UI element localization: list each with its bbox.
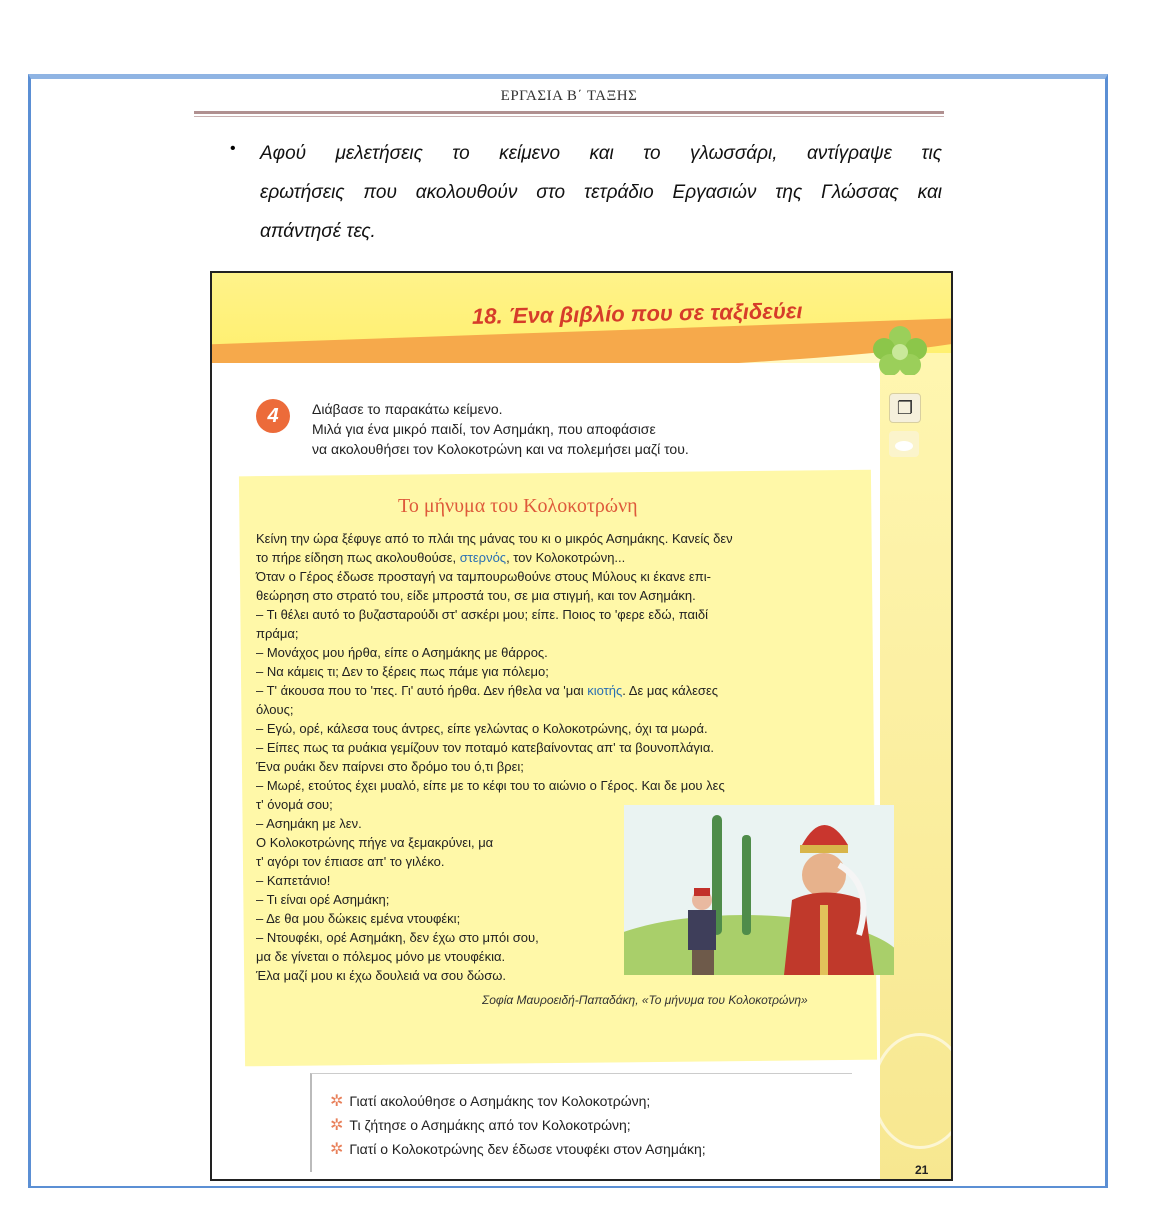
story-line: – Μωρέ, ετούτος έχει μυαλό, είπε με το κέφι του το αιώνιο ο Γέρος. Και δε μου λες	[256, 778, 725, 793]
story-line: Ένα ρυάκι δεν παίρνει στο δρόμο του ό,τι βρει;	[256, 759, 524, 774]
story-line: πράμα;	[256, 626, 299, 641]
textbook-page-image	[210, 271, 953, 1181]
story-line: θεώρηση στο στρατό του, είδε μπροστά του, σε μια στιγμή, και τον Ασημάκη.	[256, 588, 696, 603]
story-line: τ' αγόρι τον έπιασε απ' το γιλέκο.	[256, 854, 445, 869]
star-bullet-icon: ✲	[330, 1117, 344, 1134]
exercise-number-badge: 4	[256, 399, 290, 433]
intro-line: να ακολουθήσει τον Κολοκοτρώνη και να πολεμήσει μαζί του.	[312, 441, 689, 457]
story-line: Κείνη την ώρα ξέφυγε από το πλάι της μάνας του κι ο μικρός Ασημάκης. Κανείς δεν	[256, 531, 733, 546]
story-line: – Εγώ, ορέ, κάλεσα τους άντρες, είπε γελώντας ο Κολοκοτρώνης, όχι τα μωρά.	[256, 721, 708, 736]
story-line: όλους;	[256, 702, 294, 717]
story-line: Ο Κολοκοτρώνης πήγε να ξεμακρύνει, μα	[256, 835, 494, 850]
story-line: – Μονάχος μου ήρθα, είπε ο Ασημάκης με θάρρος.	[256, 645, 548, 660]
question-item	[330, 1115, 631, 1135]
notebook-icon: ❐	[889, 393, 921, 423]
story-line: – Τι θέλει αυτό το βυζασταρούδι στ' ασκέρι μου; είπε. Ποιος το 'φερε εδώ, παιδί	[256, 607, 709, 622]
question-text: Γιατί ακολούθησε ο Ασημάκης τον Κολοκοτρώνη;	[349, 1093, 651, 1109]
flower-icon	[870, 325, 930, 375]
story-line: – Καπετάνιο!	[256, 873, 331, 888]
bullet-icon: •	[230, 140, 236, 157]
instruction-paragraph	[260, 134, 942, 251]
header-divider-thin	[194, 116, 944, 117]
story-line: Έλα μαζί μου κι έχω δουλειά να σου δώσω.	[256, 968, 506, 983]
story-line: – Ντουφέκι, ορέ Ασημάκη, δεν έχω στο μπόι σου,	[256, 930, 539, 945]
star-bullet-icon: ✲	[330, 1093, 344, 1110]
exercise-intro	[312, 399, 689, 459]
question-item	[330, 1139, 706, 1159]
story-line: – Δε θα μου δώκεις εμένα ντουφέκι;	[256, 911, 461, 926]
story-author: Σοφία Μαυροειδή-Παπαδάκη, «Το μήνυμα του Κολοκοτρώνη»	[482, 993, 808, 1007]
kolokotronis-illustration	[624, 805, 894, 975]
star-bullet-icon: ✲	[330, 1141, 344, 1158]
story-title: Το μήνυμα του Κολοκοτρώνη	[398, 495, 638, 517]
bubble-shape	[895, 441, 913, 451]
instruction-line: Αφού μελετήσεις το κείμενο και το γλωσσάρι, αντίγραψε τις	[260, 143, 942, 164]
story-line: – Τ' άκουσα που το 'πες. Γι' αυτό ήρθα. Δεν ήθελα να 'μαι κιοτής. Δε μας κάλεσες	[256, 683, 719, 698]
lesson-title: 18. Ένα βιβλίο που σε ταξιδεύει	[471, 298, 803, 329]
glossary-word: κιοτής	[587, 683, 623, 698]
question-text: Τι ζήτησε ο Ασημάκης από τον Κολοκοτρώνη;	[349, 1117, 631, 1133]
glossary-word: στερνός	[459, 550, 507, 565]
page-number: 21	[915, 1163, 929, 1177]
speech-bubble-icon	[889, 431, 919, 457]
story-line: – Τι είναι ορέ Ασημάκη;	[256, 892, 390, 907]
story-line: Όταν ο Γέρος έδωσε προσταγή να ταμπουρωθούνε στους Μύλους κι έκανε επι-	[256, 569, 711, 584]
story-line: – Είπες πως τα ρυάκια γεμίζουν τον ποταμό κατεβαίνοντας απ' τα βουνοπλάγια.	[256, 740, 714, 755]
intro-line: Διάβασε το παρακάτω κείμενο.	[312, 401, 503, 417]
story-line: – Να κάμεις τι; Δεν το ξέρεις πως πάμε για πόλεμο;	[256, 664, 549, 679]
story-line: το πήρε είδηση πως ακολουθούσε, στερνός, τον Κολοκοτρώνη...	[256, 550, 626, 565]
story-line: τ' όνομά σου;	[256, 797, 333, 812]
header-divider	[194, 111, 944, 114]
question-item	[330, 1091, 650, 1111]
instruction-line: ερωτήσεις που ακολουθούν στο τετράδιο Εργασιών της Γλώσσας και	[260, 182, 942, 203]
instruction-line: απάντησέ τες.	[260, 221, 376, 242]
intro-line: Μιλά για ένα μικρό παιδί, τον Ασημάκη, που αποφάσισε	[312, 421, 656, 437]
page-header-title: ΕΡΓΑΣΙΑ Β΄ ΤΑΞΗΣ	[500, 88, 638, 104]
story-line: μα δε γίνεται ο πόλεμος μόνο με ντουφέκια.	[256, 949, 506, 964]
question-text: Γιατί ο Κολοκοτρώνης δεν έδωσε ντουφέκι στον Ασημάκη;	[349, 1141, 706, 1157]
story-line: – Ασημάκη με λεν.	[256, 816, 362, 831]
